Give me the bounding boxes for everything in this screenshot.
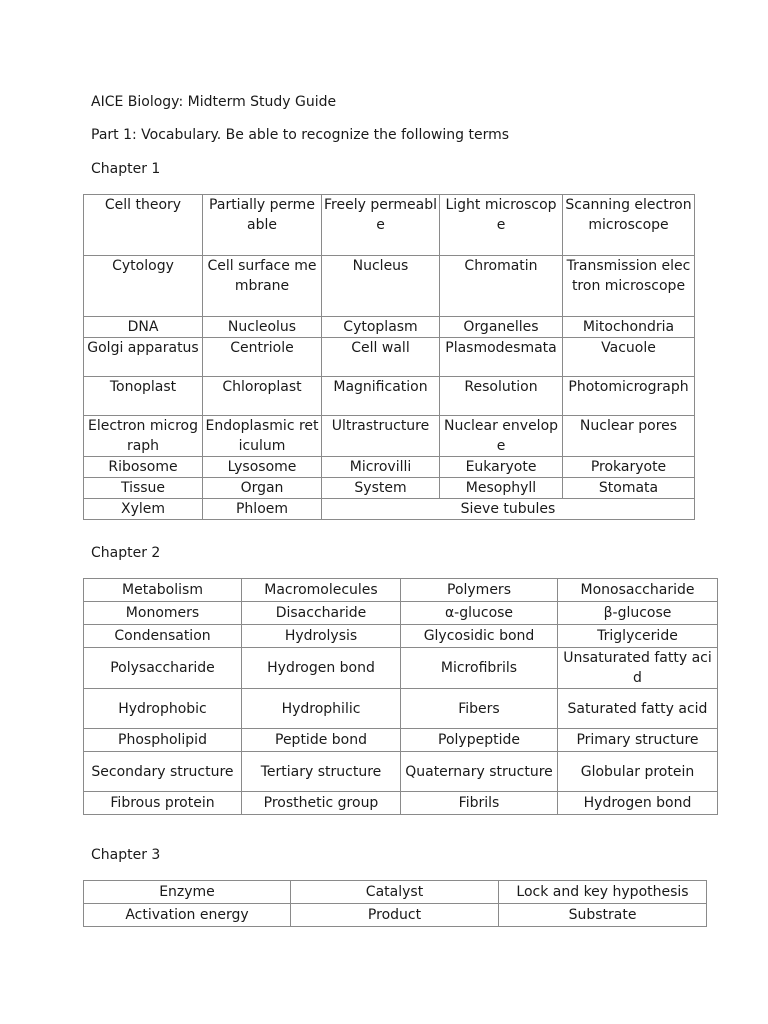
table-cell: Unsaturated fatty acid: [558, 648, 718, 689]
table-cell: Vacuole: [563, 338, 695, 377]
table-cell: Polymers: [401, 579, 558, 602]
table-cell: Mesophyll: [440, 478, 563, 499]
chapter-1-vocab-table: [83, 194, 695, 520]
table-cell: Scanning electron microscope: [563, 195, 695, 256]
table-cell: Stomata: [563, 478, 695, 499]
table-row: [84, 904, 707, 927]
table-cell: Nucleolus: [203, 317, 322, 338]
table-cell: Fibrils: [401, 792, 558, 815]
table-cell: Product: [291, 904, 499, 927]
table-cell: Substrate: [499, 904, 707, 927]
table-cell: Tonoplast: [84, 377, 203, 416]
table-cell: Resolution: [440, 377, 563, 416]
table-cell: Photomicrograph: [563, 377, 695, 416]
table-cell: Magnification: [322, 377, 440, 416]
table-cell: Plasmodesmata: [440, 338, 563, 377]
table-cell: Monosaccharide: [558, 579, 718, 602]
table-cell: Secondary structure: [84, 752, 242, 792]
table-cell: Nucleus: [322, 256, 440, 317]
table-cell: Fibrous protein: [84, 792, 242, 815]
table-cell: Polypeptide: [401, 729, 558, 752]
table-cell: Nuclear pores: [563, 416, 695, 457]
table-row: [84, 648, 718, 689]
table-cell: α-glucose: [401, 602, 558, 625]
table-cell: Polysaccharide: [84, 648, 242, 689]
table-row: [84, 729, 718, 752]
table-row: [84, 377, 695, 416]
table-cell: Light microscope: [440, 195, 563, 256]
table-cell: Lysosome: [203, 457, 322, 478]
table-cell: Endoplasmic reticulum: [203, 416, 322, 457]
table-cell: Fibers: [401, 689, 558, 729]
table-cell: Cell surface membrane: [203, 256, 322, 317]
table-cell: Primary structure: [558, 729, 718, 752]
table-cell: Eukaryote: [440, 457, 563, 478]
table-row: [84, 602, 718, 625]
table-cell: Ribosome: [84, 457, 203, 478]
table-row: [84, 579, 718, 602]
table-cell: DNA: [84, 317, 203, 338]
table-cell: Mitochondria: [563, 317, 695, 338]
table-row: [84, 499, 695, 520]
table-row: [84, 338, 695, 377]
table-cell: Centriole: [203, 338, 322, 377]
table-cell: Globular protein: [558, 752, 718, 792]
table-row: [84, 689, 718, 729]
table-cell: Cytology: [84, 256, 203, 317]
table-cell: Microfibrils: [401, 648, 558, 689]
table-row: [84, 792, 718, 815]
chapter-3-heading: Chapter 3: [91, 847, 161, 863]
table-cell: Prosthetic group: [242, 792, 401, 815]
document-title: AICE Biology: Midterm Study Guide: [91, 94, 337, 110]
table-cell: Organelles: [440, 317, 563, 338]
table-cell: Metabolism: [84, 579, 242, 602]
table-cell: Partially permeable: [203, 195, 322, 256]
table-cell: Tissue: [84, 478, 203, 499]
table-cell: Phloem: [203, 499, 322, 520]
table-cell: Organ: [203, 478, 322, 499]
table-cell: Disaccharide: [242, 602, 401, 625]
table-cell: Catalyst: [291, 881, 499, 904]
table-cell: Chromatin: [440, 256, 563, 317]
chapter-2-vocab-table: [83, 578, 718, 815]
table-cell: Nuclear envelope: [440, 416, 563, 457]
table-cell: Quaternary structure: [401, 752, 558, 792]
table-cell: Hydrophilic: [242, 689, 401, 729]
table-row: [84, 416, 695, 457]
table-row: [84, 317, 695, 338]
table-cell: Ultrastructure: [322, 416, 440, 457]
table-row: [84, 752, 718, 792]
table-cell: Freely permeable: [322, 195, 440, 256]
table-cell: Hydrogen bond: [558, 792, 718, 815]
table-cell: Macromolecules: [242, 579, 401, 602]
part-heading: Part 1: Vocabulary. Be able to recognize the following terms: [91, 127, 510, 143]
table-row: [84, 457, 695, 478]
table-cell: β-glucose: [558, 602, 718, 625]
chapter-1-heading: Chapter 1: [91, 161, 161, 177]
table-row: [84, 256, 695, 317]
table-cell: Cell theory: [84, 195, 203, 256]
table-cell: Sieve tubules: [322, 499, 695, 520]
table-cell: Transmission electron microscope: [563, 256, 695, 317]
table-row: [84, 625, 718, 648]
chapter-3-vocab-table: [83, 880, 707, 927]
table-row: [84, 881, 707, 904]
table-cell: Xylem: [84, 499, 203, 520]
table-cell: Prokaryote: [563, 457, 695, 478]
table-cell: Glycosidic bond: [401, 625, 558, 648]
table-cell: Monomers: [84, 602, 242, 625]
table-cell: Golgi apparatus: [84, 338, 203, 377]
table-cell: Phospholipid: [84, 729, 242, 752]
table-cell: System: [322, 478, 440, 499]
table-cell: Saturated fatty acid: [558, 689, 718, 729]
table-cell: Hydrophobic: [84, 689, 242, 729]
table-cell: Activation energy: [84, 904, 291, 927]
table-cell: Condensation: [84, 625, 242, 648]
chapter-2-heading: Chapter 2: [91, 545, 161, 561]
table-cell: Electron micrograph: [84, 416, 203, 457]
table-cell: Peptide bond: [242, 729, 401, 752]
table-cell: Lock and key hypothesis: [499, 881, 707, 904]
table-cell: Chloroplast: [203, 377, 322, 416]
table-cell: Hydrogen bond: [242, 648, 401, 689]
table-row: [84, 478, 695, 499]
table-cell: Cytoplasm: [322, 317, 440, 338]
table-row: [84, 195, 695, 256]
table-cell: Triglyceride: [558, 625, 718, 648]
table-cell: Microvilli: [322, 457, 440, 478]
table-cell: Tertiary structure: [242, 752, 401, 792]
table-cell: Cell wall: [322, 338, 440, 377]
table-cell: Hydrolysis: [242, 625, 401, 648]
table-cell: Enzyme: [84, 881, 291, 904]
